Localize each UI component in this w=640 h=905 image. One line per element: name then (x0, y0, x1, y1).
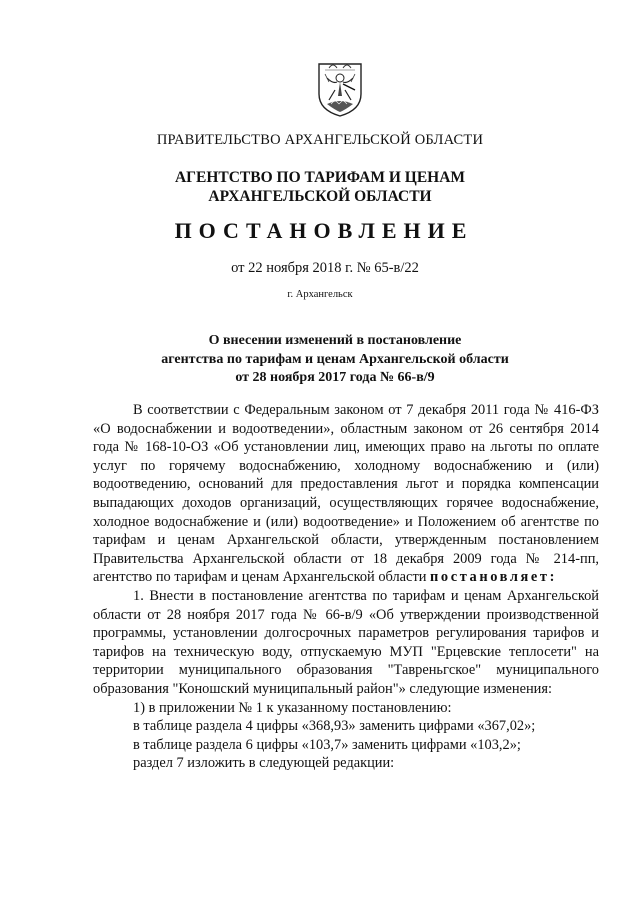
agency-name-line1: АГЕНТСТВО ПО ТАРИФАМ И ЦЕНАМ (174, 169, 466, 186)
item-1-paragraph: 1. Внести в постановление агентства по тарифам и ценам Архангельской области от 28 ноября 2017 года № 66-в/9 «Об утверждении производственной программы, установлении долгосрочных параметров регулирования тарифов и тарифов на техническую воду, отпускаемую МУП "Ерцевские теплосети" на территории муниципального образования "Тавреньгское" муниципального образования "Коношский муниципальный район"» следующие изменения: (93, 587, 599, 697)
preamble-text: В соответствии с Федеральным законом от 7 декабря 2011 года № 416-ФЗ «О водоснабжении и водоотведении», областным законом от 26 сентября 2014 года № 168-10-ОЗ «Об установлении лиц, имеющих право на льготы по оплате услуг по горячему водоснабжению, холодному водоснабжению и (или) водоотведению, оснований для предоставления льгот и порядка компенсации выпадающих доходов организаций, осуществляющих горячее водоснабжение, холодное водоснабжение и (или) водоотведение» и Положением об агентстве по тарифам и ценам Архангельской области, утвержденным постановлением Правительства Архангельской области от 18 декабря 2009 года № 214-пп, агентство по тарифам и ценам Архангельской области (93, 402, 599, 586)
decree-subject (0, 332, 640, 388)
agency-name-line2: АРХАНГЕЛЬСКОЙ ОБЛАСТИ (208, 188, 432, 205)
coat-of-arms-emblem (315, 60, 365, 118)
subject-line2: агентства по тарифам и ценам Архангельской области (161, 351, 509, 367)
subitem-section-6: в таблице раздела 6 цифры «103,7» заменить цифрами «103,2»; (133, 736, 521, 753)
decree-title: ПОСТАНОВЛЕНИЕ (174, 218, 474, 243)
subject-line3: от 28 ноября 2017 года № 66-в/9 (235, 370, 435, 385)
subitem-1: 1) в приложении № 1 к указанному постановлению: (133, 699, 452, 716)
decree-date-number: от 22 ноября 2018 г. № 65-в/22 (231, 260, 419, 276)
decree-city: г. Архангельск (287, 289, 353, 300)
subitem-section-4: в таблице раздела 4 цифры «368,93» заменить цифрами «367,02»; (133, 718, 536, 735)
subject-line1: О внесении изменений в постановление (208, 333, 462, 348)
government-name: ПРАВИТЕЛЬСТВО АРХАНГЕЛЬСКОЙ ОБЛАСТИ (156, 132, 484, 148)
decree-body (93, 401, 599, 773)
preamble-decides: постановляет: (430, 569, 557, 586)
agency-name (0, 168, 640, 206)
subitem-section-7: раздел 7 изложить в следующей редакции: (133, 755, 395, 772)
preamble-paragraph (93, 401, 599, 587)
